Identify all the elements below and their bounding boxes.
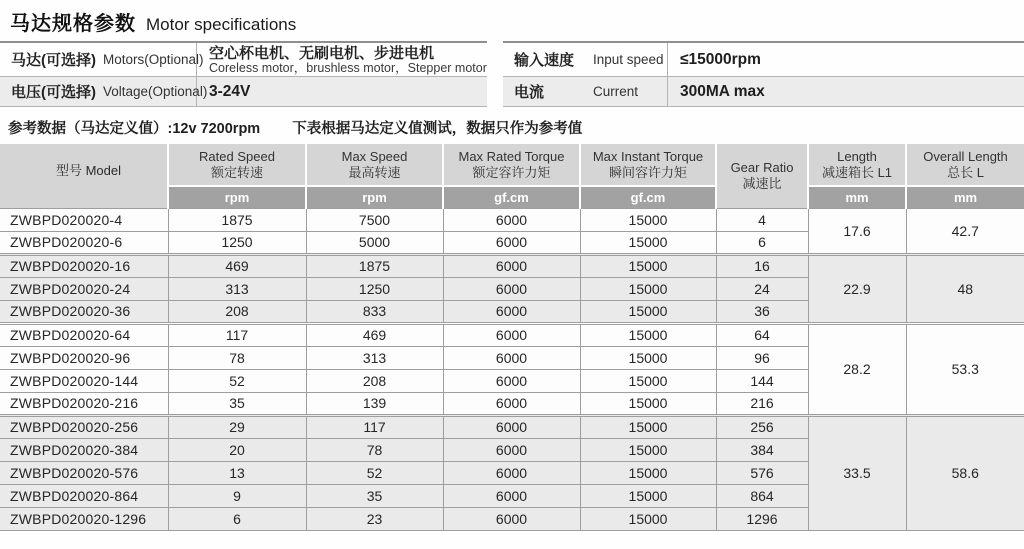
max-rated-torque-zh: 额定容许力矩 [472,164,551,180]
col-header-model: 型号 Model [0,144,168,208]
cell-max-rated-torque: 6000 [443,438,580,461]
cell-model: ZWBPD020020-216 [0,392,168,415]
cell-rated-speed: 29 [168,415,306,438]
cell-model: ZWBPD020020-24 [0,277,168,300]
cell-max-rated-torque: 6000 [443,369,580,392]
table-row [0,415,1024,438]
current-label-en: Current [593,84,639,99]
cell-gear-ratio: 1296 [716,507,808,530]
max-speed-zh: 最高转速 [348,164,401,180]
cell-length: 22.9 [808,254,906,323]
cell-gear-ratio: 24 [716,277,808,300]
cell-max-instant-torque: 15000 [580,231,716,254]
cell-rated-speed: 469 [168,254,306,277]
unit-overall-length: mm [906,186,1024,208]
cell-model: ZWBPD020020-144 [0,369,168,392]
cell-model: ZWBPD020020-576 [0,461,168,484]
cell-gear-ratio: 864 [716,484,808,507]
unit-rated-speed: rpm [168,186,306,208]
length-zh: 减速箱长 L1 [821,164,893,180]
current-row [503,76,1024,106]
gear-ratio-en: Gear Ratio [730,159,794,175]
table-row [0,323,1024,346]
cell-model: ZWBPD020020-384 [0,438,168,461]
cell-max-speed: 52 [306,461,443,484]
cell-gear-ratio: 384 [716,438,808,461]
cell-model: ZWBPD020020-256 [0,415,168,438]
cell-rated-speed: 6 [168,507,306,530]
gear-group-4 [0,415,1024,530]
cell-rated-speed: 52 [168,369,306,392]
cell-max-rated-torque: 6000 [443,231,580,254]
cell-gear-ratio: 576 [716,461,808,484]
rated-speed-en: Rated Speed [199,148,275,164]
unit-max-rated-torque: gf.cm [443,186,580,208]
reference-note-right: 下表根据马达定义值测试，数据只作为参考值 [292,121,583,137]
table-row [0,208,1024,231]
unit-length: mm [808,186,906,208]
cell-model: ZWBPD020020-64 [0,323,168,346]
cell-max-speed: 1875 [306,254,443,277]
cell-max-instant-torque: 15000 [580,507,716,530]
motors-value-en: Coreless motor，brushless motor，Stepper motor [209,60,487,75]
length-en: Length [837,148,877,164]
cell-max-rated-torque: 6000 [443,323,580,346]
cell-model: ZWBPD020020-96 [0,346,168,369]
cell-max-speed: 117 [306,415,443,438]
cell-overall-length: 48 [906,254,1024,323]
cell-max-instant-torque: 15000 [580,208,716,231]
cell-max-instant-torque: 15000 [580,346,716,369]
cell-model: ZWBPD020020-16 [0,254,168,277]
cell-max-speed: 833 [306,300,443,323]
current-value-text: 300MA max [680,82,765,100]
cell-length: 28.2 [808,323,906,415]
page-title-zh: 马达规格参数 [10,13,136,35]
cell-rated-speed: 35 [168,392,306,415]
cell-rated-speed: 1250 [168,231,306,254]
col-header-length [808,144,906,186]
cell-rated-speed: 9 [168,484,306,507]
cell-max-speed: 1250 [306,277,443,300]
cell-length: 33.5 [808,415,906,530]
voltage-row [0,76,487,106]
voltage-value [197,77,487,106]
cell-overall-length: 53.3 [906,323,1024,415]
cell-max-instant-torque: 15000 [580,254,716,277]
cell-max-instant-torque: 15000 [580,369,716,392]
reference-note-left: 参考数据（马达定义值）:12v 7200rpm [8,121,261,137]
cell-max-rated-torque: 6000 [443,461,580,484]
cell-max-rated-torque: 6000 [443,208,580,231]
cell-max-speed: 23 [306,507,443,530]
voltage-label-en: Voltage(Optional) [103,84,208,99]
cell-model: ZWBPD020020-1296 [0,507,168,530]
max-instant-torque-en: Max Instant Torque [592,148,704,164]
overall-length-en: Overall Length [923,148,1008,164]
max-speed-en: Max Speed [341,148,408,164]
cell-max-rated-torque: 6000 [443,415,580,438]
motors-value [197,43,487,76]
voltage-label-zh: 电压(可选择) [11,84,96,101]
cell-max-instant-torque: 15000 [580,300,716,323]
page-title-en: Motor specifications [146,15,297,34]
max-rated-torque-en: Max Rated Torque [458,148,565,164]
cell-rated-speed: 313 [168,277,306,300]
gear-group-2 [0,254,1024,323]
cell-max-speed: 469 [306,323,443,346]
cell-rated-speed: 117 [168,323,306,346]
motors-value-zh: 空心杯电机、无刷电机、步进电机 [209,44,435,62]
reference-note [8,117,1024,138]
overall-length-zh: 总长 L [947,164,984,180]
cell-max-speed: 313 [306,346,443,369]
cell-model: ZWBPD020020-4 [0,208,168,231]
cell-model: ZWBPD020020-6 [0,231,168,254]
col-header-overall-length [906,144,1024,186]
table-row [0,254,1024,277]
cell-max-instant-torque: 15000 [580,415,716,438]
cell-max-rated-torque: 6000 [443,507,580,530]
motor-options-table [0,41,487,107]
cell-gear-ratio: 36 [716,300,808,323]
voltage-label [0,77,208,106]
cell-model: ZWBPD020020-864 [0,484,168,507]
current-label [503,77,668,106]
cell-max-speed: 35 [306,484,443,507]
cell-gear-ratio: 6 [716,231,808,254]
cell-gear-ratio: 144 [716,369,808,392]
motors-label-zh: 马达(可选择) [11,52,96,69]
rated-speed-zh: 额定转速 [210,164,263,180]
page-title [0,0,1024,36]
cell-gear-ratio: 256 [716,415,808,438]
cell-max-instant-torque: 15000 [580,461,716,484]
gear-ratio-zh: 减速比 [742,175,782,191]
info-tables [0,41,1024,107]
col-header-max-instant-torque [580,144,716,186]
motors-row [0,43,487,76]
cell-max-speed: 78 [306,438,443,461]
col-header-rated-speed [168,144,306,186]
cell-model: ZWBPD020020-36 [0,300,168,323]
max-instant-torque-zh: 瞬间容许力矩 [608,164,687,180]
cell-max-rated-torque: 6000 [443,392,580,415]
spec-table-header [0,144,1024,208]
cell-gear-ratio: 216 [716,392,808,415]
cell-max-speed: 208 [306,369,443,392]
unit-max-speed: rpm [306,186,443,208]
voltage-value-text: 3-24V [209,82,251,100]
input-speed-row [503,43,1024,76]
cell-max-rated-torque: 6000 [443,277,580,300]
input-speed-label [503,43,668,76]
cell-max-rated-torque: 6000 [443,346,580,369]
col-header-max-speed [306,144,443,186]
cell-rated-speed: 20 [168,438,306,461]
cell-max-rated-torque: 6000 [443,300,580,323]
cell-max-rated-torque: 6000 [443,484,580,507]
cell-max-speed: 139 [306,392,443,415]
gear-group-1 [0,208,1024,254]
motors-label-en: Motors(Optional) [103,52,204,67]
cell-max-speed: 7500 [306,208,443,231]
current-value [668,77,1024,106]
electrical-table [503,41,1024,107]
unit-max-instant-torque: gf.cm [580,186,716,208]
cell-gear-ratio: 64 [716,323,808,346]
cell-max-instant-torque: 15000 [580,484,716,507]
cell-max-rated-torque: 6000 [443,254,580,277]
cell-overall-length: 58.6 [906,415,1024,530]
cell-rated-speed: 208 [168,300,306,323]
cell-max-speed: 5000 [306,231,443,254]
cell-overall-length: 42.7 [906,208,1024,254]
cell-max-instant-torque: 15000 [580,438,716,461]
cell-rated-speed: 13 [168,461,306,484]
input-speed-value [668,43,1024,76]
spec-table [0,144,1024,531]
cell-gear-ratio: 4 [716,208,808,231]
cell-max-instant-torque: 15000 [580,323,716,346]
cell-gear-ratio: 16 [716,254,808,277]
cell-max-instant-torque: 15000 [580,277,716,300]
gear-group-3 [0,323,1024,415]
input-speed-label-en: Input speed [593,52,664,67]
cell-rated-speed: 1875 [168,208,306,231]
cell-max-instant-torque: 15000 [580,392,716,415]
current-label-zh: 电流 [514,84,545,101]
cell-length: 17.6 [808,208,906,254]
input-speed-label-zh: 输入速度 [514,52,575,69]
cell-gear-ratio: 96 [716,346,808,369]
cell-rated-speed: 78 [168,346,306,369]
motors-label [0,43,204,76]
input-speed-value-text: ≤15000rpm [680,50,761,68]
col-header-max-rated-torque [443,144,580,186]
col-header-gear-ratio [716,144,808,208]
